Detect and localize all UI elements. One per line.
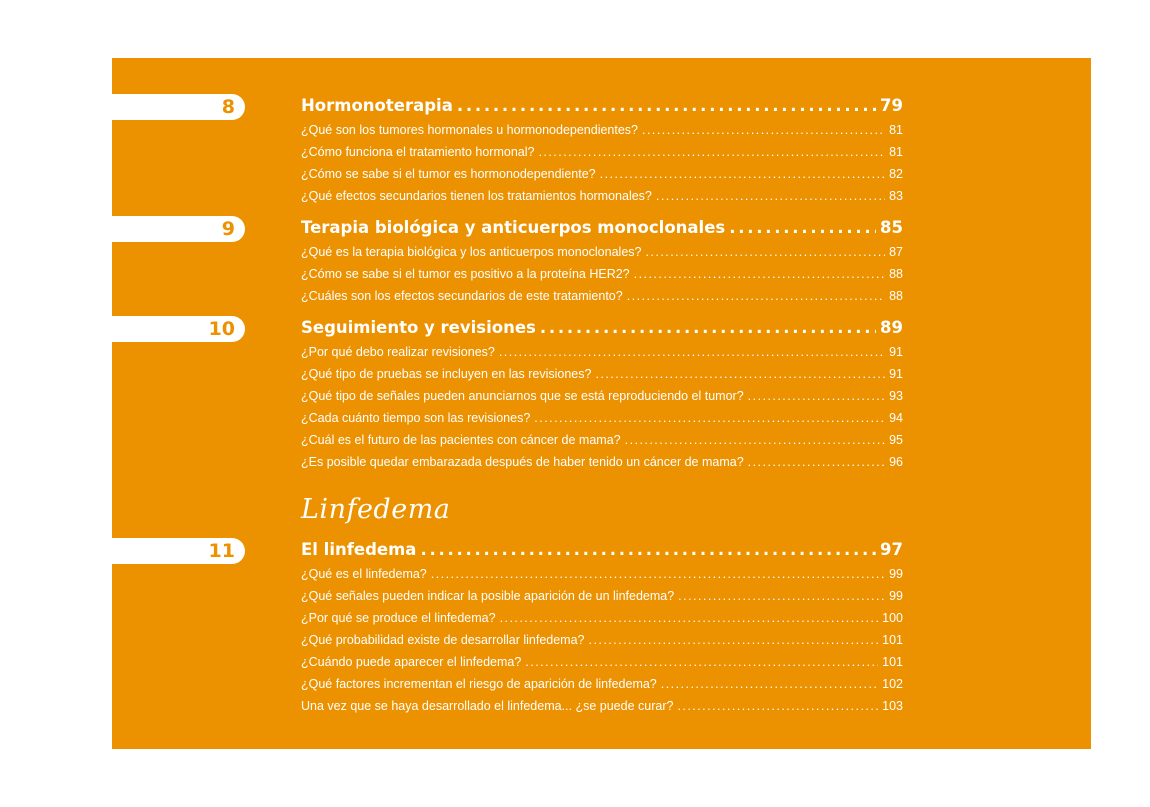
chapter-number: 10 <box>208 318 235 340</box>
chapter-tab <box>112 316 245 342</box>
leader-dots <box>499 341 885 363</box>
toc-entry[interactable] <box>301 185 903 207</box>
chapter-title: Seguimiento y revisiones <box>301 318 536 337</box>
entry-text: ¿Qué señales pueden indicar la posible aparición de un linfedema? <box>301 589 675 603</box>
entry-page: 101 <box>882 655 903 669</box>
entry-text: ¿Es posible quedar embarazada después de haber tenido un cáncer de mama? <box>301 455 744 469</box>
chapter-page: 79 <box>880 96 903 115</box>
toc-entry[interactable] <box>301 651 903 673</box>
leader-dots <box>645 241 885 263</box>
entry-text: ¿Qué efectos secundarios tienen los tratamientos hormonales? <box>301 189 652 203</box>
entry-page: 81 <box>889 123 903 137</box>
chapter-number: 9 <box>221 218 235 240</box>
entry-text: Una vez que se haya desarrollado el linfedema... ¿se puede curar? <box>301 699 674 713</box>
toc-entry[interactable] <box>301 163 903 185</box>
chapter-heading[interactable] <box>301 95 903 117</box>
entry-text: ¿Qué probabilidad existe de desarrollar linfedema? <box>301 633 585 647</box>
chapter-entries <box>301 95 903 207</box>
entry-page: 95 <box>889 433 903 447</box>
leader-dots <box>431 563 885 585</box>
entry-text: ¿Qué tipo de pruebas se incluyen en las revisiones? <box>301 367 592 381</box>
leader-dots <box>678 585 885 607</box>
toc-entry[interactable] <box>301 407 903 429</box>
entry-page: 83 <box>889 189 903 203</box>
toc-entry[interactable] <box>301 363 903 385</box>
entry-page: 94 <box>889 411 903 425</box>
entry-page: 88 <box>889 267 903 281</box>
toc-entry[interactable] <box>301 241 903 263</box>
leader-dots <box>729 217 876 239</box>
toc-entry[interactable] <box>301 563 903 585</box>
chapter-page: 89 <box>880 318 903 337</box>
leader-dots <box>600 163 885 185</box>
leader-dots <box>661 673 878 695</box>
entry-page: 96 <box>889 455 903 469</box>
chapter-heading[interactable] <box>301 317 903 339</box>
leader-dots <box>538 141 885 163</box>
chapter-heading[interactable] <box>301 217 903 239</box>
chapter-heading[interactable] <box>301 539 903 561</box>
chapter-tab <box>112 94 245 120</box>
leader-dots <box>677 695 878 717</box>
leader-dots <box>642 119 885 141</box>
entry-text: ¿Qué es el linfedema? <box>301 567 427 581</box>
leader-dots <box>656 185 885 207</box>
chapter-entries <box>301 539 903 717</box>
chapter-page: 97 <box>880 540 903 559</box>
leader-dots <box>589 629 879 651</box>
toc-entry[interactable] <box>301 385 903 407</box>
entry-page: 91 <box>889 367 903 381</box>
entry-text: ¿Qué son los tumores hormonales u hormonodependientes? <box>301 123 639 137</box>
entry-page: 103 <box>882 699 903 713</box>
chapter-tab <box>112 538 245 564</box>
toc-entry[interactable] <box>301 285 903 307</box>
chapter-tab <box>112 216 245 242</box>
entry-text: ¿Por qué se produce el linfedema? <box>301 611 496 625</box>
entry-text: ¿Qué es la terapia biológica y los anticuerpos monoclonales? <box>301 245 642 259</box>
leader-dots <box>634 263 885 285</box>
toc-entry[interactable] <box>301 695 903 717</box>
entry-text: ¿Qué factores incrementan el riesgo de aparición de linfedema? <box>301 677 657 691</box>
entry-text: ¿Cómo se sabe si el tumor es hormonodependiente? <box>301 167 596 181</box>
chapter-title: El linfedema <box>301 540 417 559</box>
toc-entry[interactable] <box>301 429 903 451</box>
leader-dots <box>748 385 885 407</box>
entry-page: 87 <box>889 245 903 259</box>
toc-entry[interactable] <box>301 263 903 285</box>
entry-text: ¿Cada cuánto tiempo son las revisiones? <box>301 411 531 425</box>
entry-text: ¿Cuál es el futuro de las pacientes con cáncer de mama? <box>301 433 621 447</box>
leader-dots <box>525 651 878 673</box>
entry-text: ¿Por qué debo realizar revisiones? <box>301 345 495 359</box>
chapter-number: 11 <box>208 540 235 562</box>
leader-dots <box>595 363 885 385</box>
entry-page: 99 <box>889 567 903 581</box>
entry-text: ¿Cuáles son los efectos secundarios de este tratamiento? <box>301 289 623 303</box>
entry-text: ¿Cómo funciona el tratamiento hormonal? <box>301 145 535 159</box>
entry-text: ¿Qué tipo de señales pueden anunciarnos que se está reproduciendo el tumor? <box>301 389 744 403</box>
toc-entry[interactable] <box>301 673 903 695</box>
chapter-entries <box>301 317 903 473</box>
chapter-title: Terapia biológica y anticuerpos monoclonales <box>301 218 726 237</box>
leader-dots <box>625 429 885 451</box>
section-title: Linfedema <box>301 494 451 525</box>
chapter-entries <box>301 217 903 307</box>
toc-entry[interactable] <box>301 119 903 141</box>
toc-entry[interactable] <box>301 141 903 163</box>
leader-dots <box>420 539 876 561</box>
toc-entry[interactable] <box>301 607 903 629</box>
toc-entry[interactable] <box>301 451 903 473</box>
leader-dots <box>540 317 876 339</box>
leader-dots <box>627 285 885 307</box>
leader-dots <box>500 607 879 629</box>
entry-page: 99 <box>889 589 903 603</box>
leader-dots <box>534 407 885 429</box>
entry-page: 88 <box>889 289 903 303</box>
toc-entry[interactable] <box>301 585 903 607</box>
entry-page: 81 <box>889 145 903 159</box>
entry-page: 91 <box>889 345 903 359</box>
entry-page: 82 <box>889 167 903 181</box>
toc-entry[interactable] <box>301 341 903 363</box>
entry-page: 93 <box>889 389 903 403</box>
entry-text: ¿Cómo se sabe si el tumor es positivo a la proteína HER2? <box>301 267 630 281</box>
entry-page: 102 <box>882 677 903 691</box>
entry-page: 100 <box>882 611 903 625</box>
entry-text: ¿Cuándo puede aparecer el linfedema? <box>301 655 522 669</box>
leader-dots <box>748 451 885 473</box>
chapter-title: Hormonoterapia <box>301 96 453 115</box>
toc-entry[interactable] <box>301 629 903 651</box>
leader-dots <box>457 95 876 117</box>
chapter-number: 8 <box>221 96 235 118</box>
chapter-page: 85 <box>880 218 903 237</box>
entry-page: 101 <box>882 633 903 647</box>
